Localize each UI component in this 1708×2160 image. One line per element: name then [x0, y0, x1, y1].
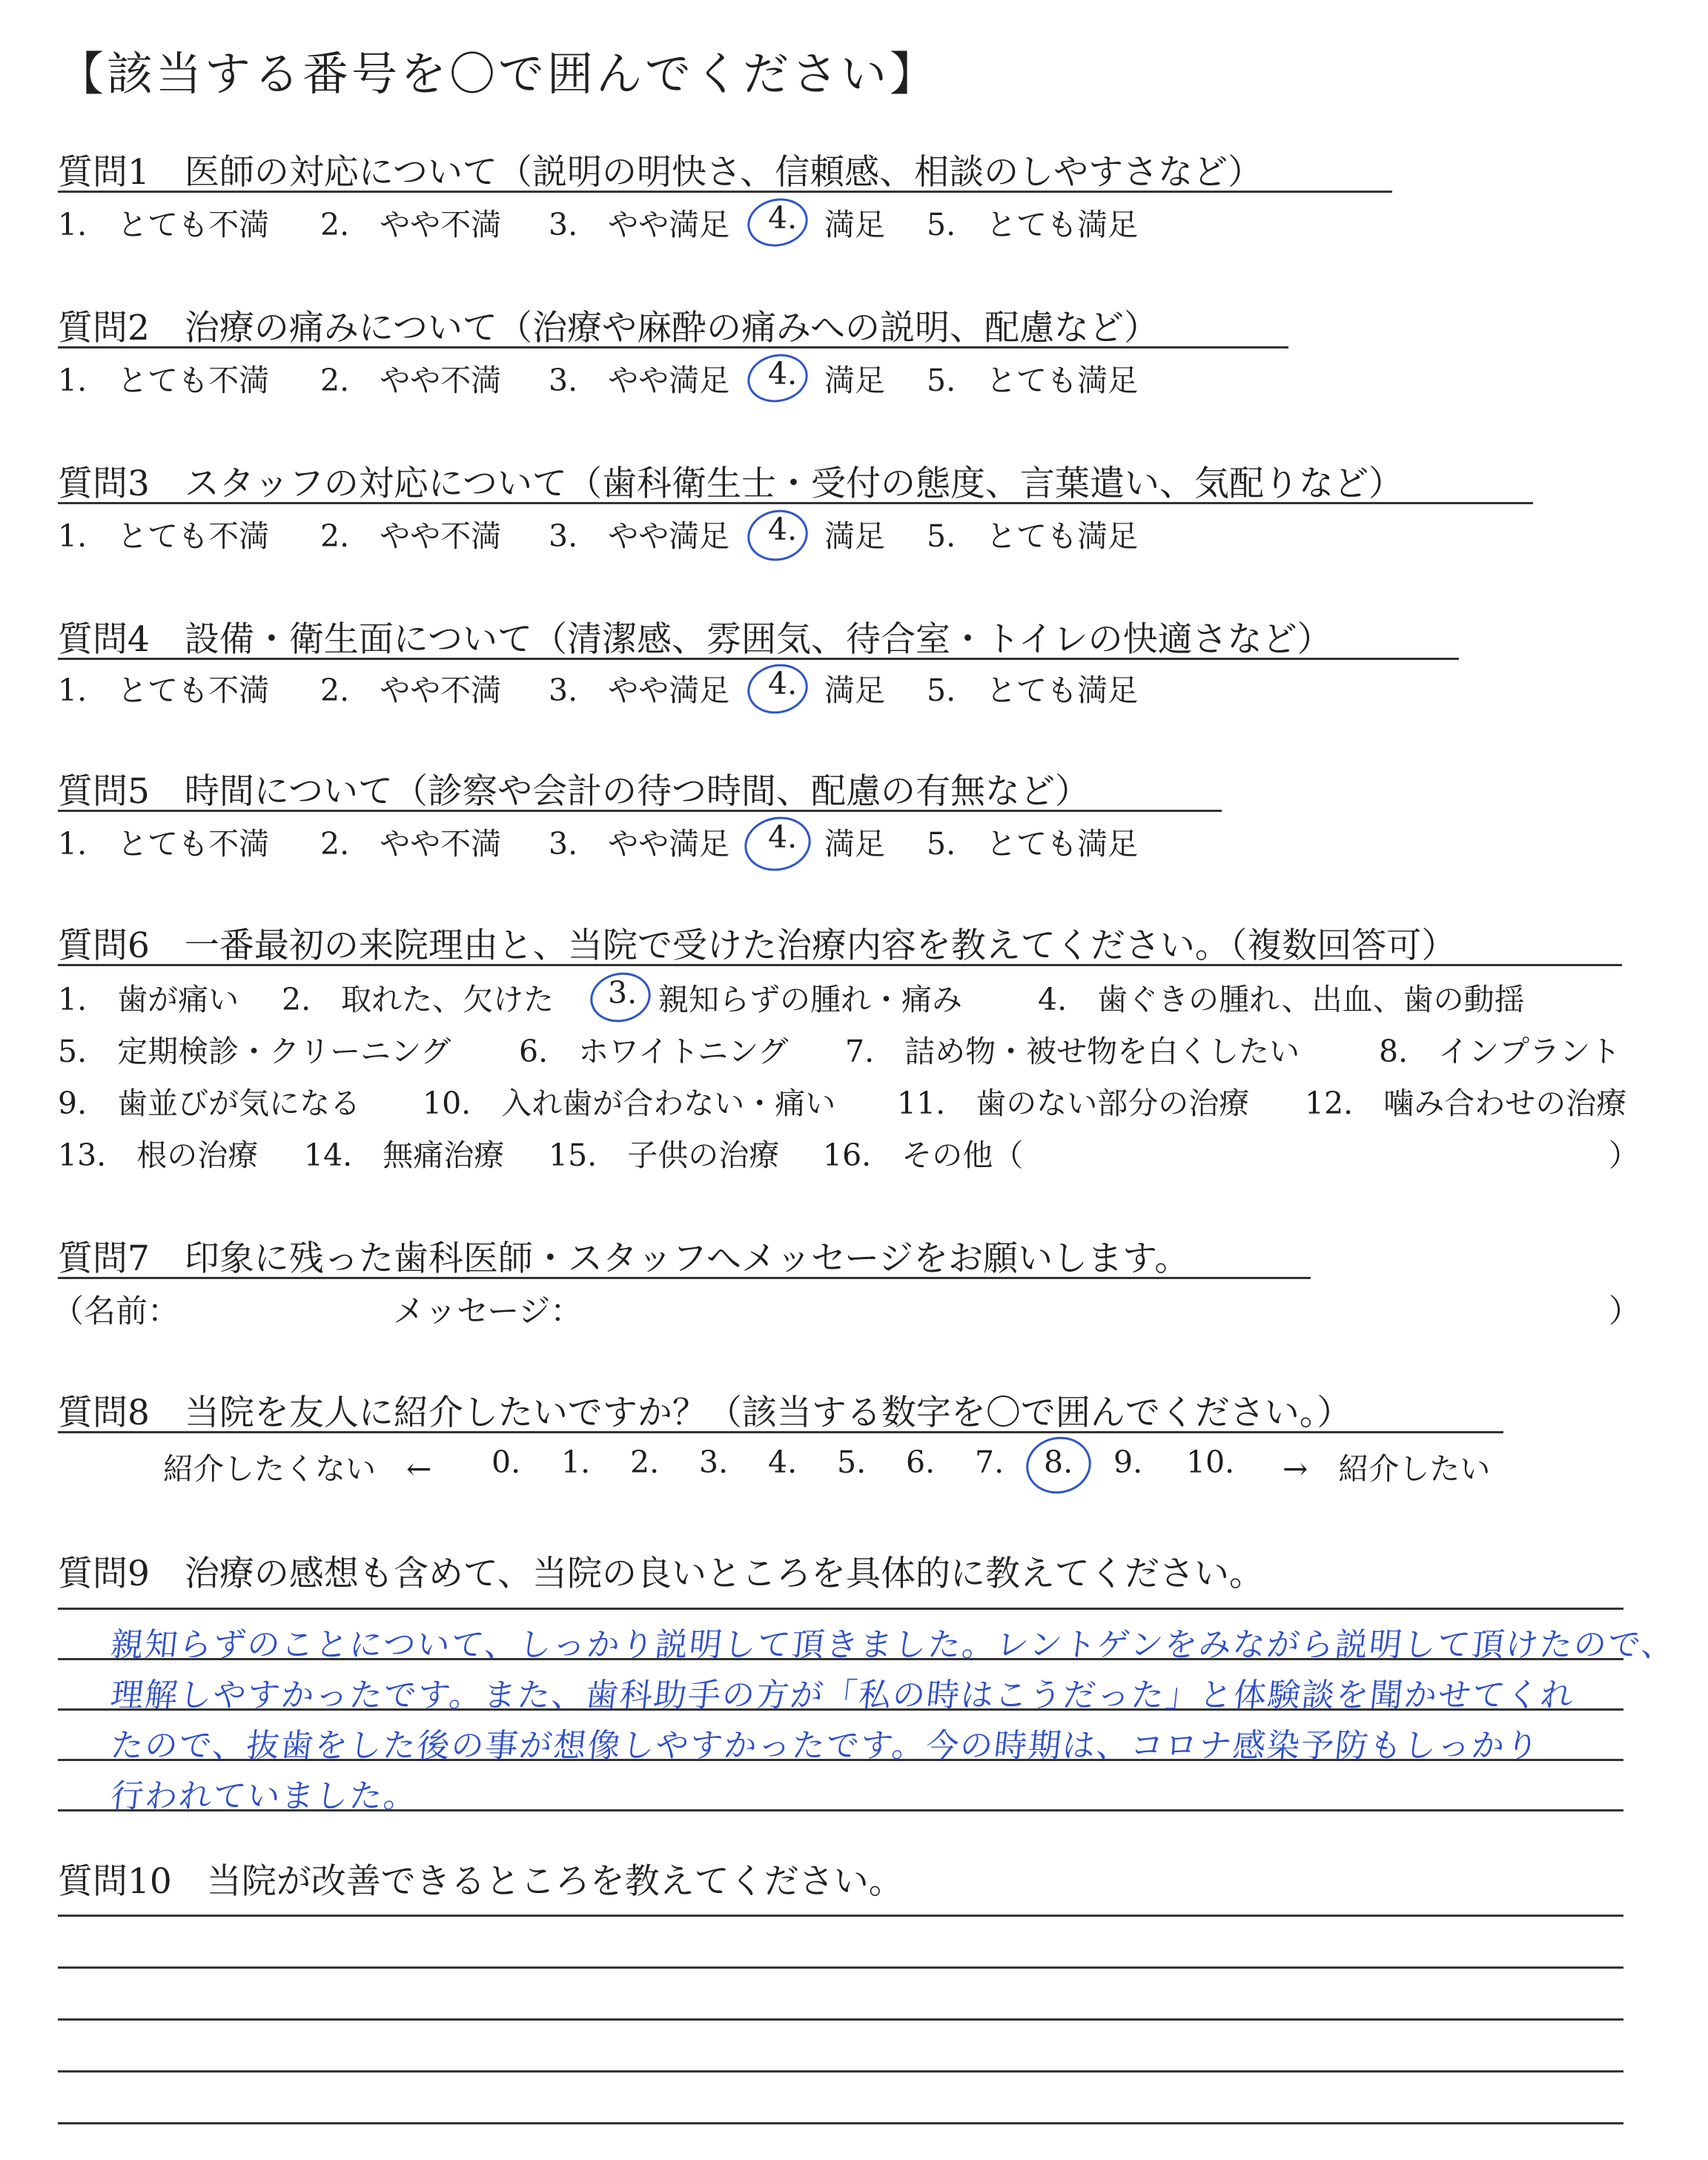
reason-option-15[interactable]: 15. 子供の治療 — [549, 1137, 780, 1173]
question-10-heading: 質問10 当院が改善できるところを教えてください。 — [58, 1861, 904, 1902]
question-9-heading: 質問9 治療の感想も含めて、当院の良いところを具体的に教えてください。 — [58, 1553, 1264, 1594]
option-5[interactable]: 5. とても満足 — [927, 363, 1139, 398]
handwritten-answer-line-2[interactable]: 理解しやすかったです。また、歯科助手の方が「私の時はこうだった」と体験談を聞かせてくれ — [108, 1677, 1577, 1714]
name-label: （名前： — [52, 1293, 179, 1330]
option-4[interactable]: 4. — [768, 666, 798, 701]
question-6-heading: 質問6 一番最初の来院理由と、当院で受けた治療内容を教えてください。（複数回答可） — [58, 925, 1457, 966]
question-8-rule — [58, 1431, 1503, 1433]
option-5[interactable]: 5. とても満足 — [927, 518, 1139, 554]
option-3[interactable]: 3. やや満足 — [549, 826, 730, 862]
question-5-heading: 質問5 時間について（診察や会計の待つ時間、配慮の有無など） — [58, 771, 1090, 812]
selected-circle — [743, 349, 812, 408]
reason-option-7[interactable]: 7. 詰め物・被せ物を白くしたい — [845, 1034, 1300, 1069]
option-2[interactable]: 2. やや不満 — [320, 363, 502, 398]
question-3-heading: 質問3 スタッフの対応について（歯科衛生士・受付の態度、言葉遣い、気配りなど） — [58, 463, 1403, 504]
answer-line[interactable] — [58, 2070, 1623, 2073]
reason-option-12[interactable]: 12. 噛み合わせの治療 — [1305, 1086, 1627, 1121]
option-4-label: 満足 — [824, 363, 885, 398]
question-6-rule — [58, 964, 1622, 966]
option-4-label: 満足 — [824, 518, 885, 554]
selected-circle — [1021, 1431, 1096, 1500]
option-1[interactable]: 1. とても不満 — [58, 518, 270, 554]
answer-line — [58, 1608, 1623, 1610]
option-4-label: 満足 — [824, 207, 885, 242]
reason-option-8[interactable]: 8. インプラント — [1379, 1034, 1621, 1069]
option-5[interactable]: 5. とても満足 — [927, 673, 1139, 708]
score-8[interactable]: 8. — [1044, 1444, 1073, 1480]
reason-option-11[interactable]: 11. 歯のない部分の治療 — [897, 1086, 1250, 1121]
selected-circle — [743, 193, 812, 252]
message-close-paren: ） — [1609, 1293, 1641, 1330]
reason-option-3[interactable]: 3. — [608, 975, 638, 1011]
option-4-label: 満足 — [824, 826, 885, 862]
question-7-heading: 質問7 印象に残った歯科医師・スタッフへメッセージをお願いします。 — [58, 1238, 1190, 1279]
option-1[interactable]: 1. とても不満 — [58, 826, 270, 862]
selected-circle — [743, 658, 812, 719]
option-1[interactable]: 1. とても不満 — [58, 363, 270, 398]
question-2-heading: 質問2 治療の痛みについて（治療や麻酔の痛みへの説明、配慮など） — [58, 308, 1159, 349]
score-10[interactable]: 10. — [1186, 1444, 1235, 1480]
selected-circle — [743, 504, 812, 567]
score-4[interactable]: 4. — [768, 1444, 798, 1480]
score-7[interactable]: 7. — [975, 1444, 1004, 1480]
selected-circle — [739, 810, 815, 876]
option-3[interactable]: 3. やや満足 — [549, 673, 730, 708]
score-6[interactable]: 6. — [906, 1444, 936, 1480]
handwritten-answer-line-3[interactable]: たので、抜歯をした後の事が想像しやすかったです。今の時期は、コロナ感染予防もしっかり — [108, 1727, 1542, 1765]
reason-option-6[interactable]: 6. ホワイトニング — [519, 1034, 789, 1069]
option-2[interactable]: 2. やや不満 — [320, 673, 502, 708]
scale-left-label: 紹介したくない ← — [163, 1451, 432, 1487]
option-2[interactable]: 2. やや不満 — [320, 207, 502, 242]
question-8-heading: 質問8 当院を友人に紹介したいですか？（該当する数字を〇で囲んでください。） — [58, 1393, 1352, 1433]
option-2[interactable]: 2. やや不満 — [320, 518, 502, 554]
selected-circle — [586, 967, 655, 1028]
score-3[interactable]: 3. — [699, 1444, 729, 1480]
question-2-rule — [58, 346, 1288, 349]
option-3[interactable]: 3. やや満足 — [549, 207, 730, 242]
question-3-rule — [58, 502, 1533, 504]
reason-option-3-label: 親知らずの腫れ・痛み — [658, 982, 962, 1017]
question-1-rule — [58, 191, 1392, 193]
answer-line[interactable] — [58, 1966, 1623, 1969]
option-4-label: 満足 — [824, 673, 885, 708]
question-5-rule — [58, 810, 1222, 812]
question-1-heading: 質問1 医師の対応について（説明の明快さ、信頼感、相談のしやすさなど） — [58, 152, 1263, 193]
answer-line[interactable] — [58, 2018, 1623, 2021]
form-title: 【該当する番号を〇で囲んでください】 — [58, 47, 939, 101]
handwritten-answer-line-4[interactable]: 行われていました。 — [108, 1777, 420, 1815]
option-4[interactable]: 4. — [768, 512, 798, 547]
option-1[interactable]: 1. とても不満 — [58, 673, 270, 708]
reason-option-13[interactable]: 13. 根の治療 — [58, 1137, 259, 1173]
question-7-rule — [58, 1277, 1311, 1279]
question-4-rule — [58, 658, 1459, 660]
option-1[interactable]: 1. とても不満 — [58, 207, 270, 242]
option-4[interactable]: 4. — [768, 200, 798, 236]
score-5[interactable]: 5. — [837, 1444, 867, 1480]
other-close-paren: ） — [1609, 1137, 1639, 1173]
reason-option-4[interactable]: 4. 歯ぐきの腫れ、出血、歯の動揺 — [1038, 982, 1525, 1017]
reason-option-1[interactable]: 1. 歯が痛い — [58, 982, 239, 1017]
option-3[interactable]: 3. やや満足 — [549, 363, 730, 398]
reason-option-16[interactable]: 16. その他（ — [823, 1137, 1024, 1173]
option-5[interactable]: 5. とても満足 — [927, 826, 1139, 862]
answer-line[interactable] — [58, 2122, 1623, 2124]
question-4-heading: 質問4 設備・衛生面について（清潔感、雰囲気、待合室・トイレの快適さなど） — [58, 619, 1332, 660]
reason-option-14[interactable]: 14. 無痛治療 — [304, 1137, 505, 1173]
option-2[interactable]: 2. やや不満 — [320, 826, 502, 862]
option-3[interactable]: 3. やや満足 — [549, 518, 730, 554]
reason-option-5[interactable]: 5. 定期検診・クリーニング — [58, 1034, 451, 1069]
reason-option-9[interactable]: 9. 歯並びが気になる — [58, 1086, 361, 1121]
scale-right-label: → 紹介したい — [1282, 1451, 1491, 1487]
option-5[interactable]: 5. とても満足 — [927, 207, 1139, 242]
option-4[interactable]: 4. — [768, 819, 798, 855]
reason-option-2[interactable]: 2. 取れた、欠けた — [282, 982, 555, 1017]
option-4[interactable]: 4. — [768, 356, 798, 392]
message-label: メッセージ： — [393, 1293, 583, 1330]
answer-line[interactable] — [58, 1915, 1623, 1917]
score-0[interactable]: 0. — [491, 1444, 521, 1480]
handwritten-answer-line-1[interactable]: 親知らずのことについて、しっかり説明して頂きました。レントゲンをみながら説明して頂けたので、 — [108, 1626, 1678, 1664]
reason-option-10[interactable]: 10. 入れ歯が合わない・痛い — [423, 1086, 836, 1121]
score-1[interactable]: 1. — [561, 1444, 591, 1480]
score-9[interactable]: 9. — [1113, 1444, 1143, 1480]
score-2[interactable]: 2. — [630, 1444, 660, 1480]
